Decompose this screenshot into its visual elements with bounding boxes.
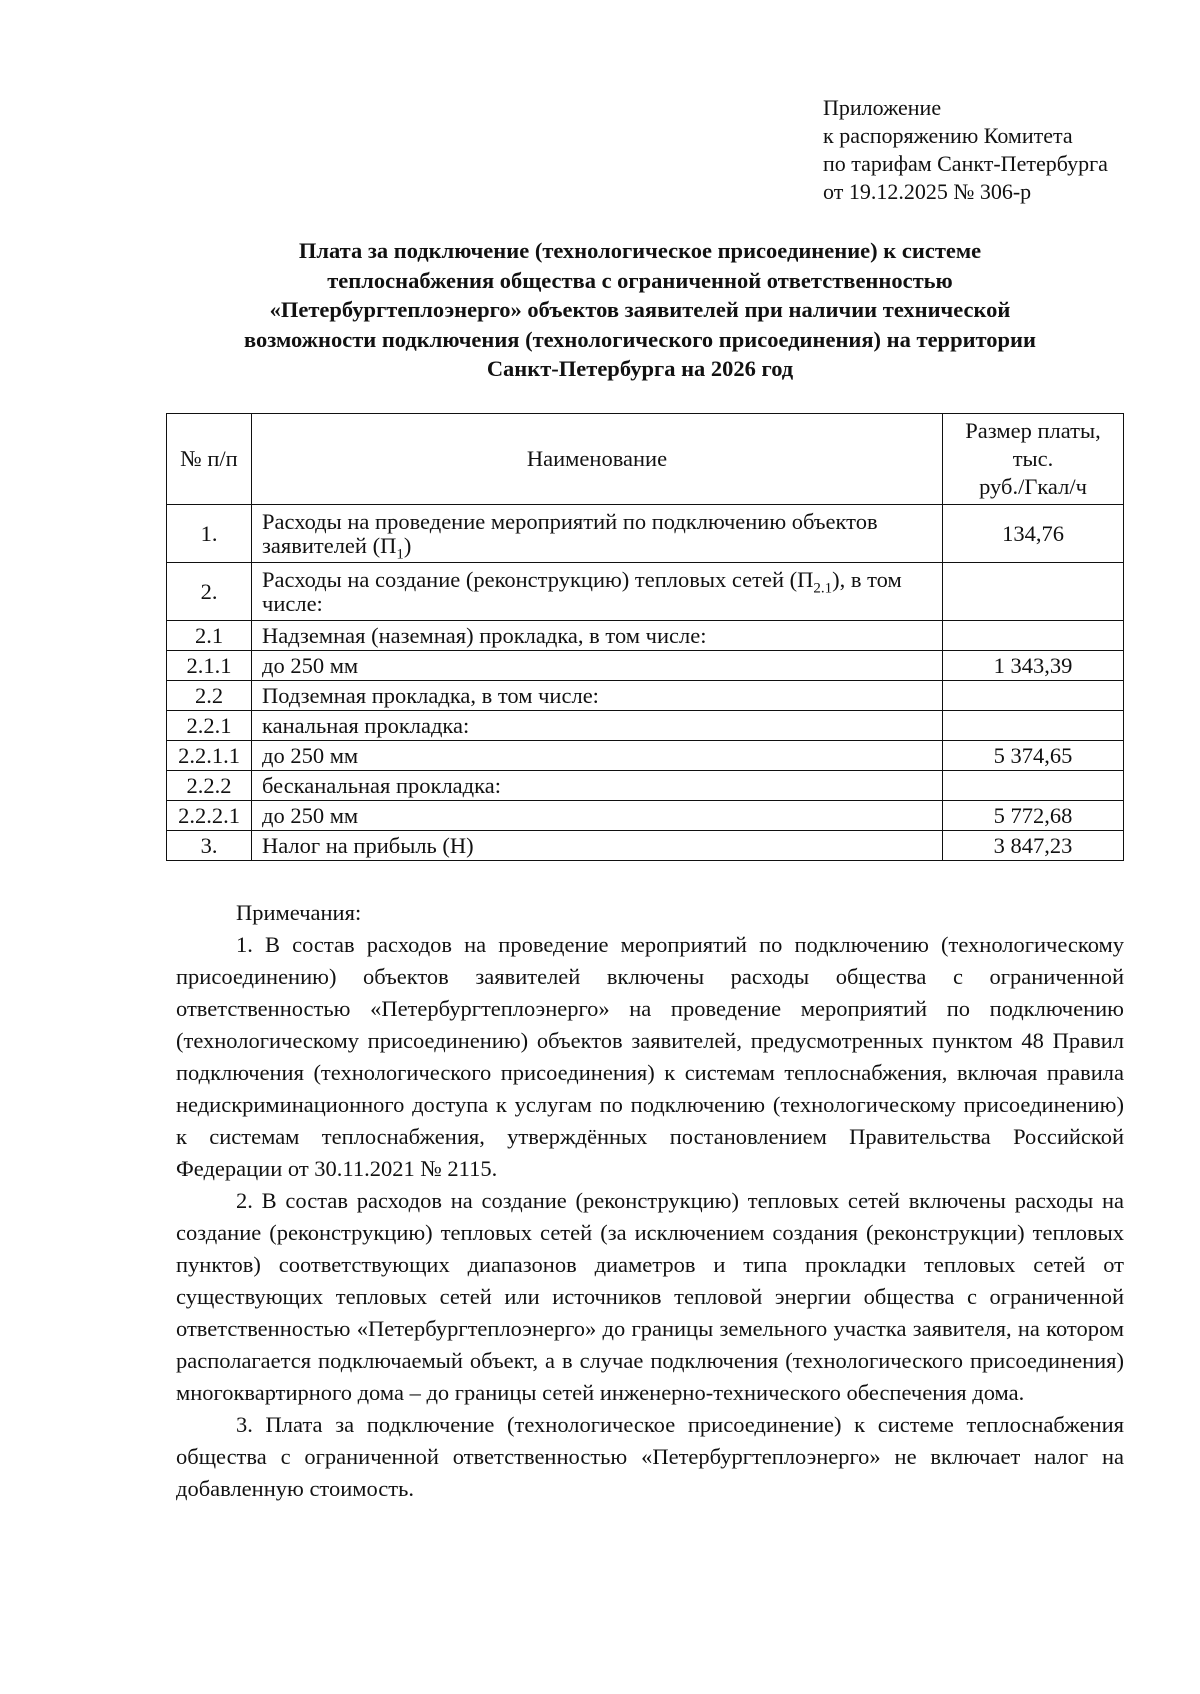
header-name: Наименование <box>252 414 943 505</box>
title-line: Плата за подключение (технологическое присоединение) к системе <box>298 238 982 263</box>
table-row <box>167 651 1124 681</box>
header-value <box>943 414 1124 505</box>
row-num: 2.2.2 <box>167 771 252 801</box>
appendix-block <box>823 94 1108 206</box>
row-value <box>943 711 1124 741</box>
row-value <box>943 563 1124 621</box>
row-name <box>252 505 943 563</box>
row-num: 2.1.1 <box>167 651 252 681</box>
row-name-text: ) <box>403 532 412 558</box>
row-name-text: ), в том числе: <box>262 566 902 616</box>
row-num: 2.2 <box>167 681 252 711</box>
document-title <box>150 236 1130 384</box>
row-num: 2.2.1.1 <box>167 741 252 771</box>
row-name-text: Расходы на создание (реконструкцию) тепловых сетей (П <box>262 566 814 592</box>
row-name: Подземная прокладка, в том числе: <box>252 681 943 711</box>
row-num: 1. <box>167 505 252 563</box>
table-row <box>167 505 1124 563</box>
row-name: канальная прокладка: <box>252 711 943 741</box>
header-value-line: тыс. <box>1012 446 1054 471</box>
notes-title: Примечания: <box>236 900 362 925</box>
row-name: Налог на прибыль (Н) <box>252 831 943 861</box>
row-value <box>943 621 1124 651</box>
table-row <box>167 563 1124 621</box>
row-num: 2.1 <box>167 621 252 651</box>
row-name-subscript: 2.1 <box>813 580 833 596</box>
appendix-line: к распоряжению Комитета <box>823 123 1073 148</box>
table-header-row <box>167 414 1124 505</box>
title-line: возможности подключения (технологического присоединения) на территории <box>243 326 1036 352</box>
row-name: бесканальная прокладка: <box>252 771 943 801</box>
row-num: 2.2.2.1 <box>167 801 252 831</box>
table-row <box>167 681 1124 711</box>
row-value: 134,76 <box>943 505 1124 563</box>
appendix-line: от 19.12.2025 № 306-р <box>823 179 1032 204</box>
row-name: Надземная (наземная) прокладка, в том числе: <box>252 621 943 651</box>
header-value-line: Размер платы, <box>965 418 1101 443</box>
table-row <box>167 831 1124 861</box>
table-row <box>167 741 1124 771</box>
row-value: 5 374,65 <box>943 741 1124 771</box>
note-paragraph: 1. В состав расходов на проведение мероприятий по подключению (технологическому присоединению) объектов заявителей включены расходы общества с ограниченной ответственностью «Петербургтеплоэнерго» на проведение мероприятий по подключению (технологическому присоединению) объектов заявителей, предусмотренных пунктом 48 Правил подключения (технологического присоединения) к системам теплоснабжения, включая правила недискриминационного доступа к услугам по подключению (технологическому присоединению) к системам теплоснабжения, утверждённых постановлением Правительства Российской Федерации от 30.11.2021 № 2115. <box>176 932 1124 1181</box>
row-name <box>252 563 943 621</box>
row-name: до 250 мм <box>252 801 943 831</box>
notes-section <box>176 897 1124 1505</box>
row-value <box>943 771 1124 801</box>
table-row <box>167 621 1124 651</box>
row-value: 1 343,39 <box>943 651 1124 681</box>
row-num: 3. <box>167 831 252 861</box>
appendix-line: по тарифам Санкт-Петербурга <box>823 151 1108 176</box>
row-num: 2.2.1 <box>167 711 252 741</box>
note-paragraph: 2. В состав расходов на создание (реконструкцию) тепловых сетей включены расходы на создание (реконструкцию) тепловых сетей (за исключением создания (реконструкции) тепловых пунктов) соответствующих диапазонов диаметров и типа прокладки тепловых сетей от существующих тепловых сетей или источников тепловой энергии общества с ограниченной ответственностью «Петербургтеплоэнерго» до границы земельного участка заявителя, на котором располагается подключаемый объект, а в случае подключения (технологического присоединения) многоквартирного дома – до границы сетей инженерно-технического обеспечения дома. <box>176 1188 1124 1405</box>
row-value: 5 772,68 <box>943 801 1124 831</box>
row-value <box>943 681 1124 711</box>
title-line: теплоснабжения общества с ограниченной ответственностью <box>327 267 953 293</box>
note-paragraph: 3. Плата за подключение (технологическое присоединение) к системе теплоснабжения общества с ограниченной ответственностью «Петербургтеплоэнерго» не включает налог на добавленную стоимость. <box>176 1412 1124 1501</box>
row-num: 2. <box>167 563 252 621</box>
row-name-text: Расходы на проведение мероприятий по подключению объектов заявителей (П <box>262 508 878 558</box>
appendix-line: Приложение <box>823 95 942 120</box>
row-name-subscript: 1 <box>396 546 404 562</box>
table-row <box>167 801 1124 831</box>
row-name: до 250 мм <box>252 741 943 771</box>
header-num: № п/п <box>167 414 252 505</box>
title-line: Санкт-Петербурга на 2026 год <box>486 356 794 382</box>
row-value: 3 847,23 <box>943 831 1124 861</box>
tariff-table <box>166 413 1124 861</box>
row-name: до 250 мм <box>252 651 943 681</box>
header-value-line: руб./Гкал/ч <box>979 474 1087 499</box>
title-line: «Петербургтеплоэнерго» объектов заявителей при наличии технической <box>269 297 1011 323</box>
table-row <box>167 711 1124 741</box>
table-row <box>167 771 1124 801</box>
